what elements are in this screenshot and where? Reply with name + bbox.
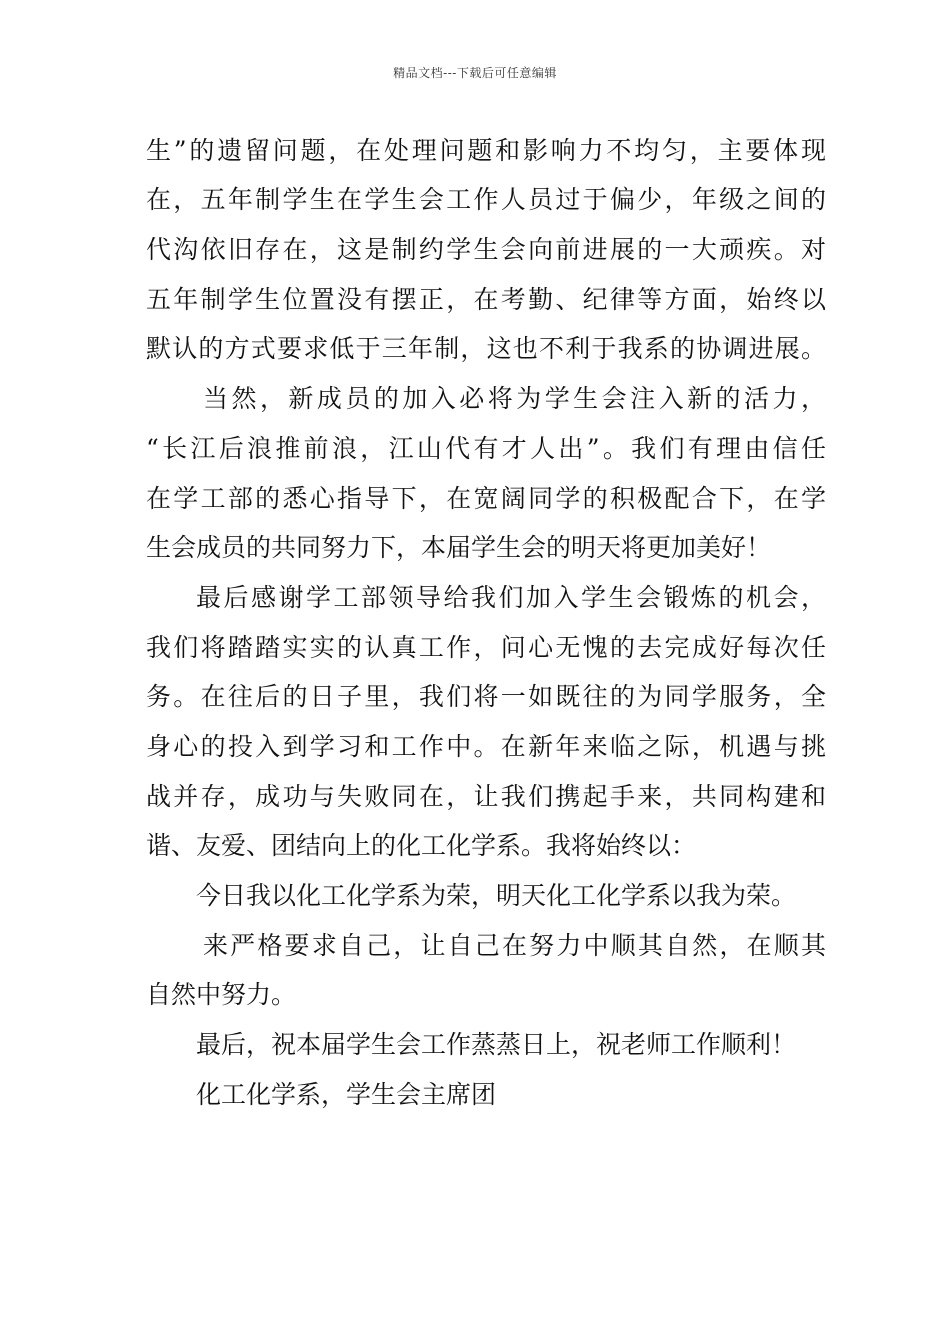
body-line: 务。在往后的日子里，我们将一如既往的为同学服务，全 [146, 682, 826, 711]
body-line: 来严格要求自己，让自己在努力中顺其自然，在顺其 [203, 931, 826, 960]
body-line: 默认的方式要求低于三年制，这也不利于我系的协调进展。 [146, 334, 826, 363]
body-line: 在，五年制学生在学生会工作人员过于偏少，年级之间的 [146, 185, 826, 214]
body-line: “长江后浪推前浪，江山代有才人出”。我们有理由信任 [146, 434, 826, 463]
body-line: 代沟依旧存在，这是制约学生会向前进展的一大顽疾。对 [146, 235, 826, 264]
page-header: 精品文档---下载后可任意编辑 [393, 66, 557, 80]
body-line: 谐、友爱、团结向上的化工化学系。我将始终以： [146, 831, 697, 860]
body-line: 我们将踏踏实实的认真工作，问心无愧的去完成好每次任 [146, 633, 826, 662]
body-line: 战并存，成功与失败同在，让我们携起手来，共同构建和 [146, 782, 826, 811]
body-line: 今日我以化工化学系为荣，明天化工化学系以我为荣。 [196, 881, 797, 910]
signature-line: 化工化学系，学生会主席团 [196, 1080, 497, 1109]
body-line: 五年制学生位置没有摆正，在考勤、纪律等方面，始终以 [146, 285, 826, 314]
body-line: 生会成员的共同努力下，本届学生会的明天将更加美好！ [146, 533, 772, 562]
body-line: 最后感谢学工部领导给我们加入学生会锻炼的机会， [196, 583, 826, 612]
body-line: 当然，新成员的加入必将为学生会注入新的活力， [203, 384, 826, 413]
body-line: 生”的遗留问题，在处理问题和影响力不均匀，主要体现 [146, 136, 826, 165]
body-line: 在学工部的悉心指导下，在宽阔同学的积极配合下，在学 [146, 484, 826, 513]
body-line: 最后，祝本届学生会工作蒸蒸日上，祝老师工作顺利！ [196, 1030, 797, 1059]
body-line: 身心的投入到学习和工作中。在新年来临之际，机遇与挑 [146, 732, 826, 761]
body-line: 自然中努力。 [146, 980, 297, 1009]
